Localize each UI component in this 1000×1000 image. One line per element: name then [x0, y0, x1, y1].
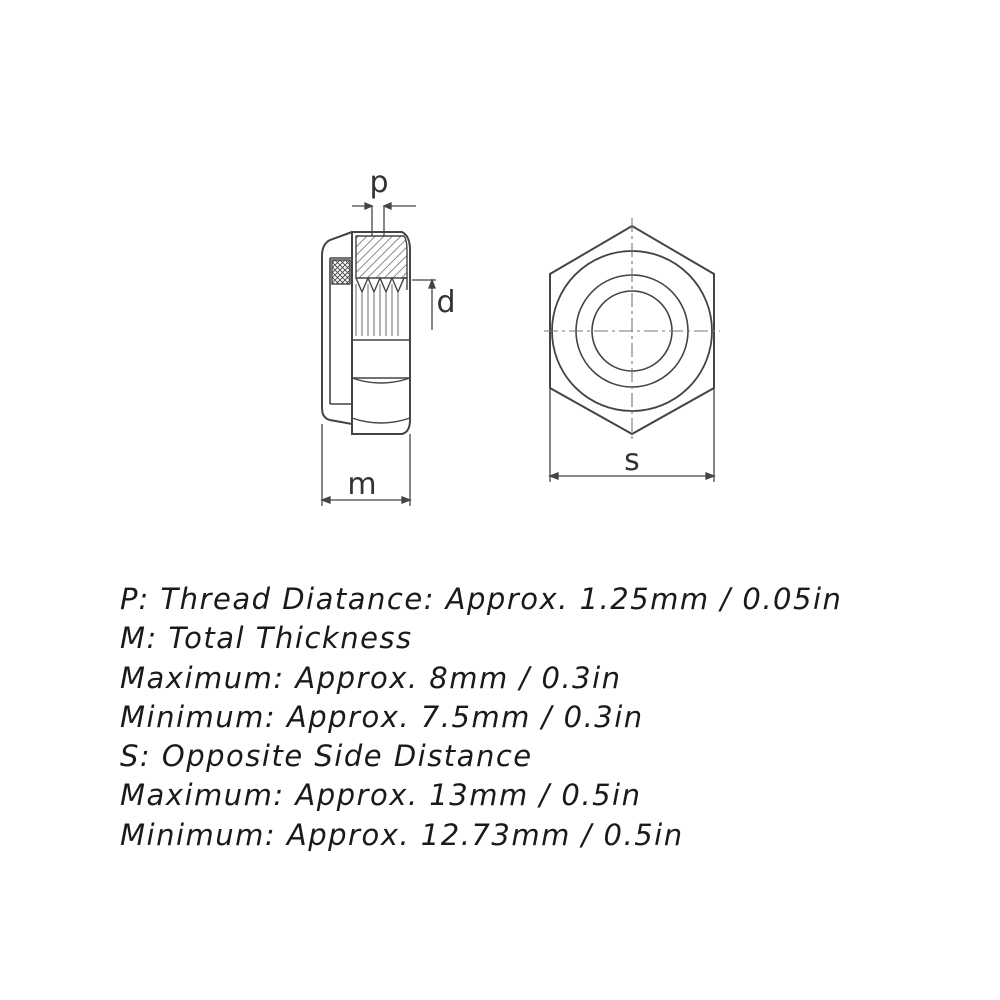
dimension-d	[412, 280, 436, 330]
spec-thickness-min: Minimum: Approx. 7.5mm / 0.3in	[120, 699, 644, 734]
spec-opposite-side-max: Maximum: Approx. 13mm / 0.5in	[120, 778, 642, 813]
spec-thickness-max: Maximum: Approx. 8mm / 0.3in	[120, 660, 622, 695]
nylon-insert-section	[332, 260, 350, 284]
nylon-collar	[322, 232, 352, 424]
spec-opposite-side-heading: S: Opposite Side Distance	[120, 739, 533, 774]
label-d: d	[436, 285, 456, 320]
threaded-section	[356, 236, 407, 336]
specification-text	[120, 580, 980, 855]
side-section-view	[322, 203, 436, 506]
spec-opposite-side-min: Minimum: Approx. 12.73mm / 0.5in	[120, 817, 684, 852]
spec-total-thickness-heading: M: Total Thickness	[120, 621, 413, 656]
label-s: s	[624, 443, 640, 478]
label-m: m	[347, 467, 377, 502]
label-p: p	[369, 165, 389, 200]
center-lines	[544, 218, 720, 442]
spec-thread-distance: P: Thread Diatance: Approx. 1.25mm / 0.05in	[120, 582, 843, 616]
